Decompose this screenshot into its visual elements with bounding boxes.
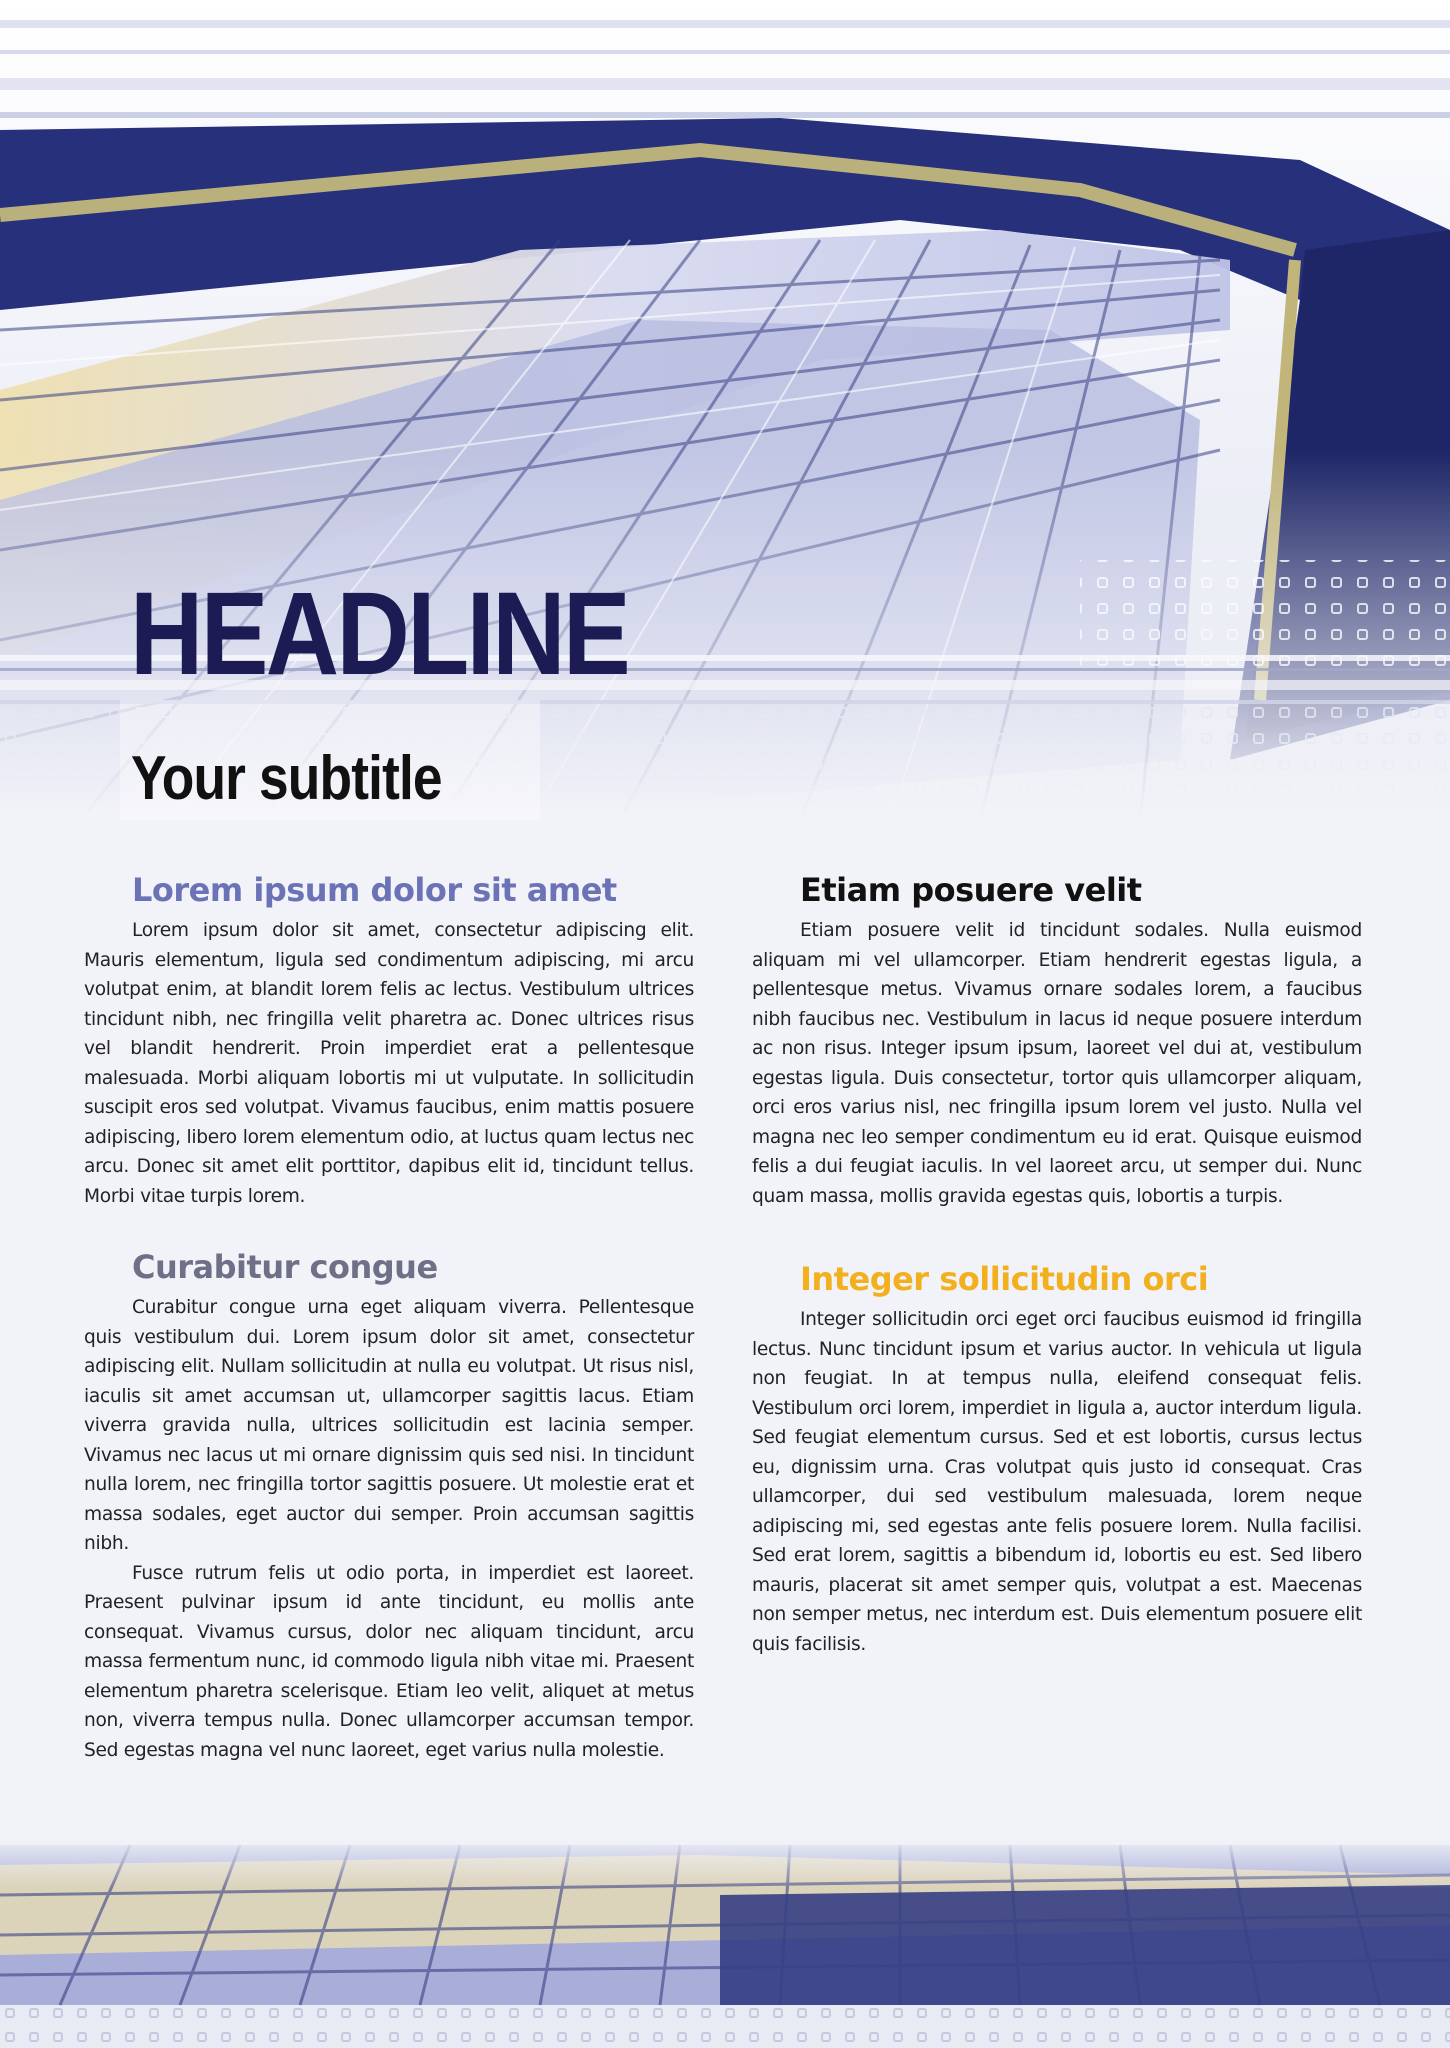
section-heading: Etiam posuere velit [800, 871, 1142, 909]
footer-grid-graphic [0, 1835, 1450, 2048]
article-section [752, 1259, 1362, 1659]
section-heading: Integer sollicitudin orci [800, 1260, 1209, 1298]
section-heading: Curabitur congue [132, 1248, 438, 1286]
footer-artwork [0, 1835, 1450, 2048]
body-paragraph: Integer sollicitudin orci eget orci faucibus euismod id fringilla lectus. Nunc tincidunt ipsum et varius auctor. In vehicula ut ligula non feugiat. In at tempus nulla, eleifend consequat felis. Vestibulum orci lorem, imperdiet in ligula a, auctor interdum ligula. Sed feugiat elementum cursus. Sed et est lobortis, cursus lectus eu, dignissim urna. Cras volutpat quis justo id consequat. Cras ullamcorper, dui sed vestibulum malesuada, lorem neque adipiscing mi, sed egestas ante felis posuere lorem. Nulla facilisi. Sed erat lorem, sagittis a bibendum id, lobortis eu est. Sed libero mauris, placerat sit amet semper quis, volutpat a est. Maecenas non semper metus, nec interdum est. Duis elementum posuere elit quis facilisis. [752, 1309, 1362, 1655]
article-section [84, 1247, 694, 1765]
left-column [84, 870, 694, 1765]
body-paragraph: Curabitur congue urna eget aliquam viverra. Pellentesque quis vestibulum dui. Lorem ipsum dolor sit amet, consectetur adipiscing elit. Nullam sollicitudin at nulla eu volutpat. Ut risus nisl, iaculis sit amet accumsan ut, ullamcorper sagittis lacus. Etiam viverra gravida nulla, ultrices sollicitudin est lacinia semper. Vivamus nec lacus ut mi ornare dignissim quis sed nisi. In tincidunt nulla lorem, nec fringilla tortor sagittis posuere. Ut molestie erat et massa sodales, eget auctor dui semper. Proin accumsan sagittis nibh. [84, 1297, 694, 1554]
right-column [752, 870, 1362, 1659]
subtitle: Your subtitle [131, 744, 442, 813]
body-paragraph: Fusce rutrum felis ut odio porta, in imperdiet est laoreet. Praesent pulvinar ipsum id ante tincidunt, eu mollis ante consequat. Vivamus cursus, dolor nec aliquam tincidunt, arcu massa fermentum nunc, id commodo ligula nibh vitae mi. Praesent elementum pharetra scelerisque. Etiam leo velit, aliquet at metus non, viverra tempus nulla. Donec ullamcorper accumsan tempor. Sed egestas magna vel nunc laoreet, eget varius nulla molestie. [84, 1562, 694, 1761]
body-paragraph: Lorem ipsum dolor sit amet, consectetur adipiscing elit. Mauris elementum, ligula sed condimentum adipiscing, mi arcu volutpat enim, at blandit lorem felis ac lectus. Vestibulum ultrices tincidunt nibh, nec fringilla velit pharetra ac. Donec ultrices risus vel blandit hendrerit. Proin imperdiet erat a pellentesque malesuada. Morbi aliquam lobortis mi ut vulputate. In sollicitudin suscipit eros sed volutpat. Vivamus faucibus, enim mattis posuere adipiscing, libero lorem elementum odio, at luctus quam lectus nec arcu. Donec sit amet elit porttitor, dapibus elit id, tincidunt tellus. Morbi vitae turpis lorem. [84, 920, 694, 1207]
article-section [752, 870, 1362, 1211]
body-paragraph: Etiam posuere velit id tincidunt sodales. Nulla euismod aliquam mi vel ullamcorper. Etiam hendrerit egestas ligula, a pellentesque metus. Vivamus ornare sodales lorem, a faucibus nibh faucibus nec. Vestibulum in lacus id neque posuere interdum ac non risus. Integer ipsum ipsum, laoreet vel dui at, vestibulum egestas ligula. Duis consectetur, tortor quis ullamcorper aliquam, orci eros varius nisl, nec fringilla ipsum lorem vel justo. Nulla vel magna nec leo semper condimentum eu id erat. Quisque euismod felis a dui feugiat iaculis. In vel laoreet arcu, ut semper dui. Nunc quam massa, mollis gravida egestas quis, lobortis a turpis. [752, 920, 1362, 1207]
article-section [84, 870, 694, 1211]
headline: HEADLINE [130, 568, 629, 700]
section-heading: Lorem ipsum dolor sit amet [132, 871, 617, 909]
